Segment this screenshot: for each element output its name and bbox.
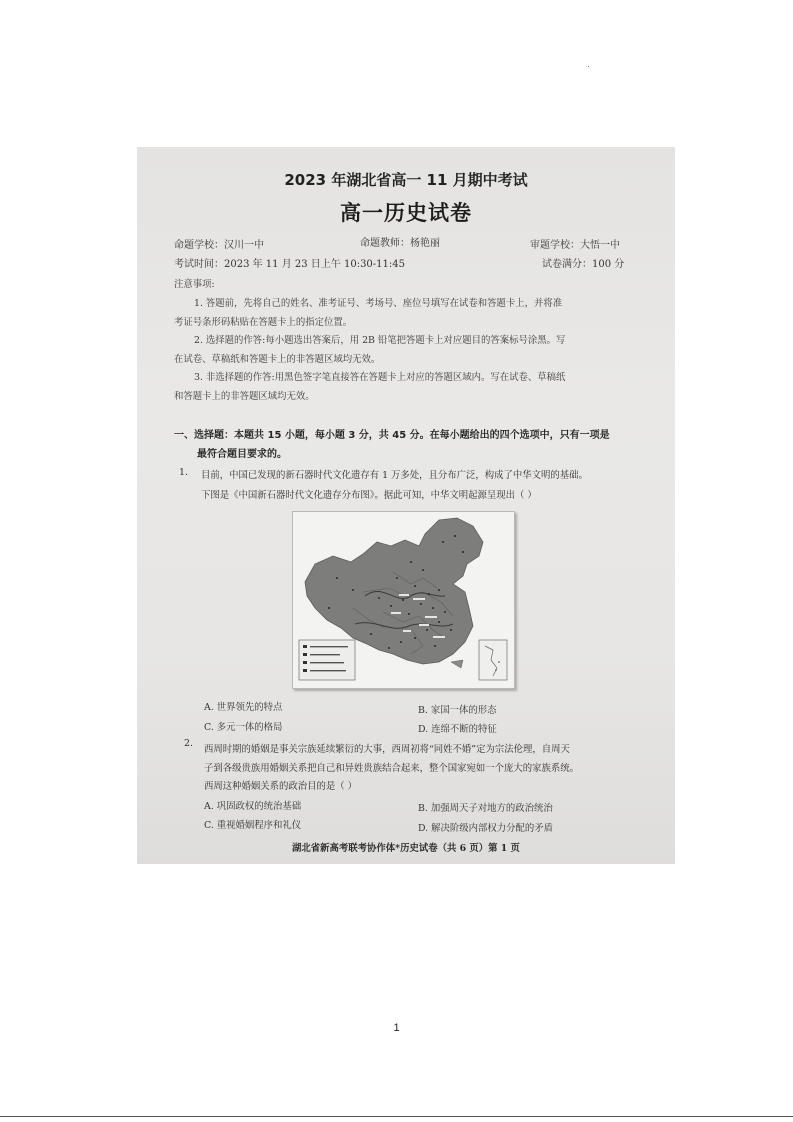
q1-option-d: D. 连绵不断的特征 — [418, 724, 497, 735]
bottom-rule — [0, 1116, 793, 1117]
meta-full-score: 试卷满分：100 分 — [542, 259, 625, 270]
q2-option-a: A. 巩固政权的统治基础 — [204, 801, 302, 812]
scanned-exam-photo — [137, 147, 675, 864]
note-3a: 3. 非选择题的作答:用黑色签字笔直接答在答题卡上对应的答题区域内。写在试卷、草稿纸 — [194, 372, 566, 383]
exam-subtitle: 高一历史试卷 — [340, 200, 472, 225]
section-heading: 一、选择题：本题共 15 小题，每小题 3 分，共 45 分。在每小题给出的四个选项中，只有一项是 — [174, 430, 610, 441]
q2-option-c: C. 重视婚姻程序和礼仪 — [204, 820, 302, 831]
q2-stem-line2: 子到各级贵族用婚姻关系把自己和异姓贵族结合起来，整个国家宛如一个庞大的家族系统。 — [204, 763, 580, 774]
meta-exam-time: 考试时间：2023 年 11 月 23 日上午 10:30-11:45 — [174, 259, 405, 270]
q2-option-b: B. 加强周天子对地方的政治统治 — [418, 803, 553, 814]
q2-number: 2. — [184, 738, 193, 749]
q1-option-c: C. 多元一体的格局 — [204, 722, 283, 733]
south-china-sea-inset — [479, 640, 507, 680]
map-legend — [299, 640, 355, 680]
page-number: 1 — [393, 1022, 400, 1034]
neolithic-sites-map — [292, 511, 515, 689]
q2-stem-line3: 西周这种婚姻关系的政治目的是（ ） — [204, 781, 357, 792]
exam-title: 2023 年湖北省高一 11 月期中考试 — [284, 171, 528, 189]
section-heading-cont: 最符合题目要求的。 — [197, 449, 287, 460]
note-2a: 2. 选择题的作答:每小题选出答案后，用 2B 铅笔把答题卡上对应题目的答案标号涂黑。写 — [194, 335, 566, 346]
q1-stem-line1: 目前，中国已发现的新石器时代文化遗存有 1 万多处，且分布广泛，构成了中华文明的基础。 — [201, 470, 588, 481]
q2-option-d: D. 解决阶级内部权力分配的矛盾 — [418, 823, 554, 834]
page-footer: 湖北省新高考联考协作体*历史试卷（共 6 页）第 1 页 — [292, 843, 520, 854]
q1-option-b: B. 家国一体的形态 — [418, 705, 497, 716]
note-2b: 在试卷、草稿纸和答题卡上的非答题区域均无效。 — [174, 354, 381, 365]
q1-stem-line2: 下图是《中国新石器时代文化遗存分布图》。据此可知，中华文明起源呈现出（ ） — [201, 490, 537, 501]
q1-number: 1. — [179, 467, 188, 478]
note-1b: 考证号条形码粘贴在答题卡上的指定位置。 — [174, 317, 353, 328]
q1-option-a: A. 世界领先的特点 — [204, 702, 283, 713]
q2-stem-line1: 西周时期的婚姻是事关宗族延续繁衍的大事，西周初将“同姓不婚”定为宗法伦理，自周天 — [204, 744, 570, 755]
meta-reviewer: 审题学校：大悟一中 — [530, 240, 620, 251]
meta-teacher: 命题教师：杨艳丽 — [360, 238, 440, 249]
note-3b: 和答题卡上的非答题区域均无效。 — [174, 391, 315, 402]
notes-heading: 注意事项: — [174, 279, 215, 290]
scan-speck — [588, 66, 589, 67]
note-1a: 1. 答题前，先将自己的姓名、准考证号、考场号、座位号填写在试卷和答题卡上，并将准 — [194, 298, 563, 309]
meta-school: 命题学校：汉川一中 — [174, 240, 264, 251]
